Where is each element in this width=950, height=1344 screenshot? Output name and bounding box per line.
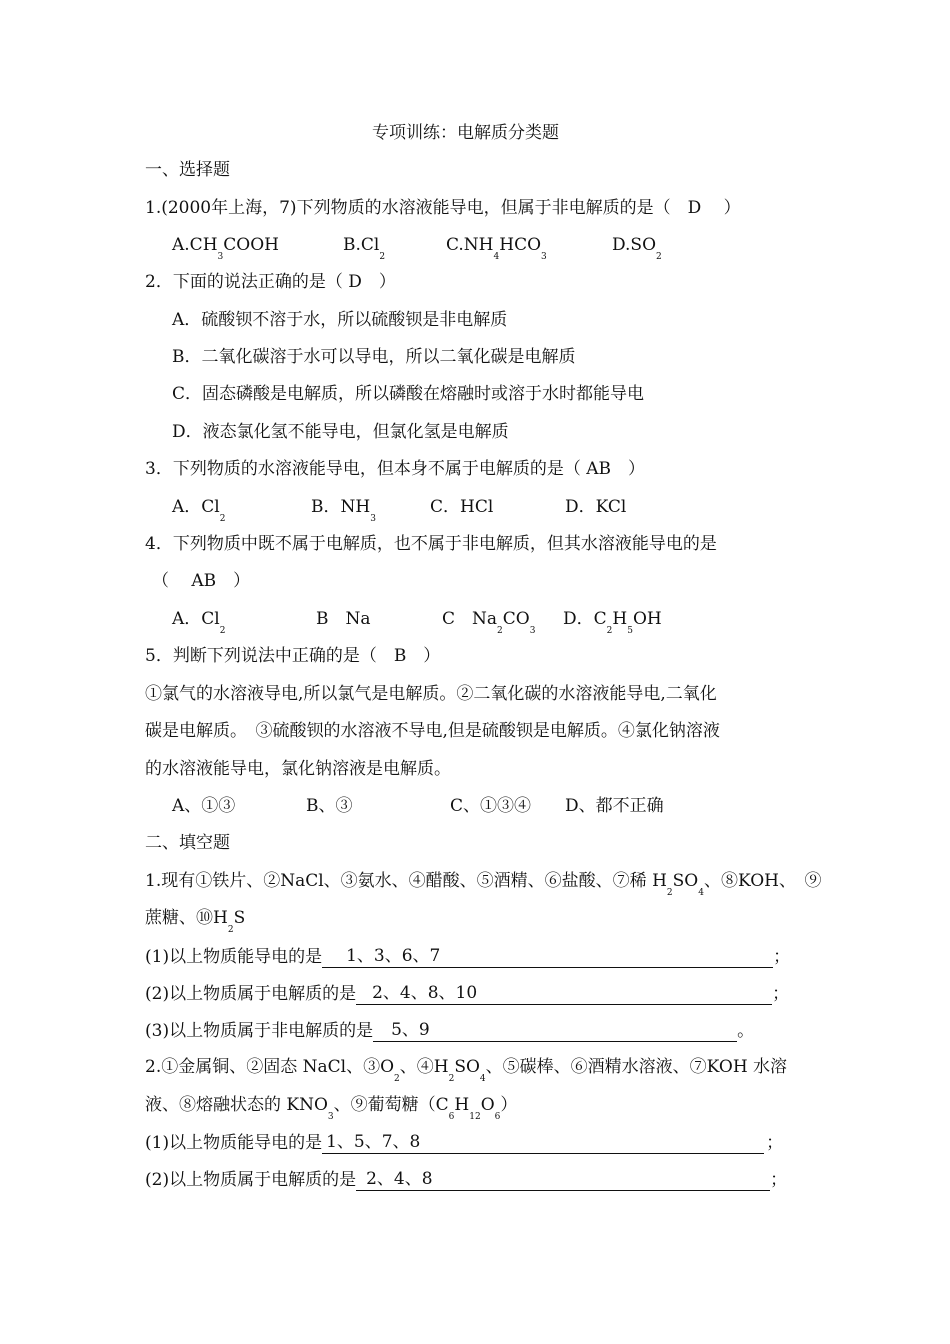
question-3-option-d: D．KCl [565, 497, 627, 517]
question-3-stem: 3．下列物质的水溶液能导电，但本身不属于电解质的是（ AB ） [145, 459, 645, 479]
section-choice-heading: 一、选择题 [145, 160, 230, 180]
question-5-statement-line-3: 的水溶液能导电，氯化钠溶液是电解质。 [145, 759, 451, 779]
page-title: 专项训练：电解质分类题 [372, 123, 559, 143]
question-1-option-b: $B.Cl_2$ [343, 235, 386, 262]
fill-1-part-3: (3)以上物质属于非电解质的是 5、9 。 [145, 1020, 755, 1041]
question-2-option-d: D．液态氯化氢不能导电，但氯化氢是电解质 [172, 422, 509, 442]
question-2-option-b: B．二氧化碳溶于水可以导电，所以二氧化碳是电解质 [172, 347, 576, 367]
question-3-option-c: C．HCl [430, 497, 494, 517]
question-1-option-a: $A.CH_3COOH$ [172, 235, 279, 262]
question-1-option-c: $C.NH_4HCO_3$ [446, 235, 547, 262]
fill-1-stem-line-2: 蔗糖、$⑩H_2S$ [145, 908, 246, 935]
question-2-option-c: C．固态磷酸是电解质，所以磷酸在熔融时或溶于水时都能导电 [172, 384, 645, 404]
question-5-statement-line-2: 碳是电解质。 ③硫酸钡的水溶液不导电,但是硫酸钡是电解质。④氯化钠溶液 [145, 721, 720, 741]
section-fill-heading: 二、填空题 [145, 833, 230, 853]
question-4-option-a: A．$Cl_2$ [172, 609, 226, 636]
question-1-option-d: $D.SO_2$ [612, 235, 662, 262]
question-4-stem-line-1: 4．下列物质中既不属于电解质，也不属于非电解质，但其水溶液能导电的是 [145, 534, 717, 554]
answer-blank: 5、9 [373, 1019, 737, 1042]
fill-1-part-1: (1)以上物质能导电的是 1、3、6、7 ； [145, 946, 791, 967]
question-3-option-b: B．$NH_3$ [311, 497, 376, 524]
question-3-option-a: A．$Cl_2$ [172, 497, 226, 524]
fill-2-stem-line-1: 2.①金属铜、②固态 NaCl、$③O_2$、$④H_2SO_4$、⑤碳棒、⑥酒精水溶液、⑦KOH 水溶 [145, 1057, 788, 1084]
question-4-option-d: D．$C_2H_5OH$ [563, 609, 662, 636]
answer-blank: 1、5、7、8 [322, 1131, 764, 1154]
answer-blank: 2、4、8、10 [356, 982, 772, 1005]
question-5-option-c: C、①③④ [450, 796, 532, 816]
fill-2-part-1: (1)以上物质能导电的是 1、5、7、8 ； [145, 1132, 784, 1153]
question-2-option-a: A．硫酸钡不溶于水，所以硫酸钡是非电解质 [172, 310, 508, 330]
fill-1-part-2: (2)以上物质属于电解质的是 2、4、8、10 ； [145, 983, 790, 1004]
question-4-option-b: B Na [316, 609, 371, 629]
question-5-option-a: A、①③ [172, 796, 236, 816]
fill-2-part-2: (2)以上物质属于电解质的是 2、4、8 ； [145, 1169, 788, 1190]
fill-2-stem-line-2: 液、⑧熔融状态的 $KNO_3$、⑨葡萄糖$(C_6H_{12}O_6)$ [145, 1095, 518, 1122]
question-5-statement-line-1: ①氯气的水溶液导电,所以氯气是电解质。②二氧化碳的水溶液能导电,二氧化 [145, 684, 717, 704]
question-5-stem: 5．判断下列说法中正确的是（ B ） [145, 646, 441, 666]
question-4-option-c: C $Na_2CO_3$ [442, 609, 536, 636]
question-2-stem: 2．下面的说法正确的是（ D ） [145, 272, 396, 292]
question-5-option-d: D、都不正确 [565, 796, 664, 816]
question-5-option-b: B、③ [306, 796, 353, 816]
answer-blank: 1、3、6、7 [322, 945, 773, 968]
question-1-stem: 1.(2000年上海，7)下列物质的水溶液能导电，但属于非电解质的是（ D ） [145, 198, 741, 218]
fill-1-stem-line-1: 1.现有①铁片、②NaCl、③氨水、④醋酸、⑤酒精、⑥盐酸、⑦稀 $H_2SO_4$、⑧KOH、 ⑨ [145, 871, 822, 898]
question-4-stem-line-2: （ AB ） [152, 571, 251, 591]
answer-blank: 2、4、8 [356, 1168, 770, 1191]
